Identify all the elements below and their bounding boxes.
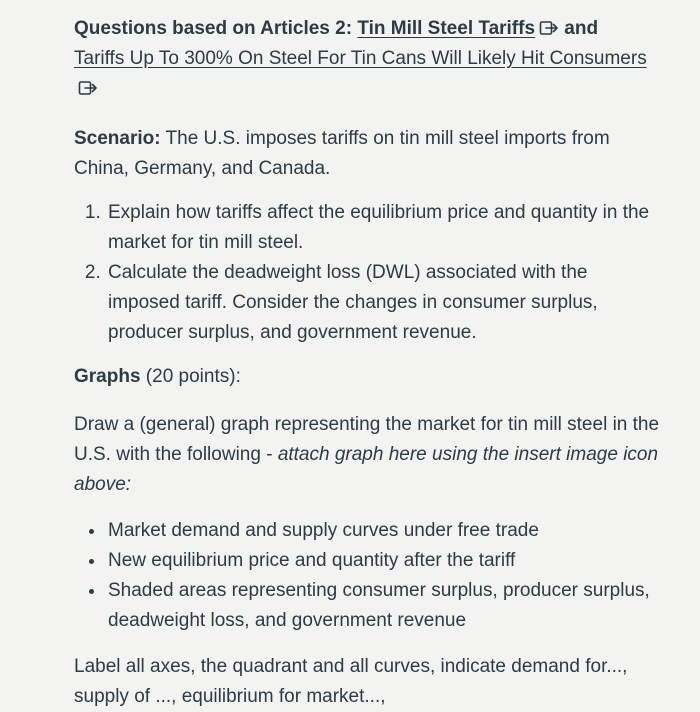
external-link-icon xyxy=(78,80,98,96)
scenario-label: Scenario: xyxy=(74,128,161,149)
graphs-label: Graphs xyxy=(74,366,141,387)
external-link-icon xyxy=(539,20,559,36)
list-item: 1. Explain how tariffs affect the equilibrium price and quantity in the market for tin mill steel. xyxy=(106,198,660,258)
draw-text: Draw a (general) graph representing the market for tin mill steel in the U.S. with the following - xyxy=(74,414,660,465)
graphs-heading xyxy=(74,362,660,392)
article-link-tariffs-300[interactable]: Tariffs Up To 300% On Steel For Tin Cans Will Likely Hit Consumers xyxy=(74,48,647,99)
requirements-list xyxy=(74,516,660,636)
heading-prefix: Questions based on Articles 2: xyxy=(74,18,358,39)
scenario-text: The U.S. imposes tariffs on tin mill steel imports from China, Germany, and Canada. xyxy=(74,128,610,179)
list-item: • Shaded areas representing consumer surplus, producer surplus, deadweight loss, and government revenue xyxy=(106,576,660,636)
draw-italic: attach graph here using the insert image icon above: xyxy=(74,444,659,495)
article-link-tin-mill-steel-tariffs[interactable]: Tin Mill Steel Tariffs xyxy=(357,18,559,39)
graphs-points: (20 points): xyxy=(140,366,241,387)
article-heading xyxy=(74,14,649,104)
questions-list xyxy=(74,198,660,348)
footer-instructions: Label all axes, the quadrant and all curves, indicate demand for..., supply of ..., equilibrium for market..., xyxy=(74,656,628,707)
draw-instructions xyxy=(74,410,660,500)
scenario-paragraph xyxy=(74,124,660,184)
list-item: • New equilibrium price and quantity after the tariff xyxy=(106,546,660,576)
list-item: 2. Calculate the deadweight loss (DWL) associated with the imposed tariff. Consider the changes in consumer surplus, producer surplus, and government revenue. xyxy=(106,258,660,348)
heading-and: and xyxy=(559,18,599,39)
list-item: • Market demand and supply curves under free trade xyxy=(106,516,660,546)
